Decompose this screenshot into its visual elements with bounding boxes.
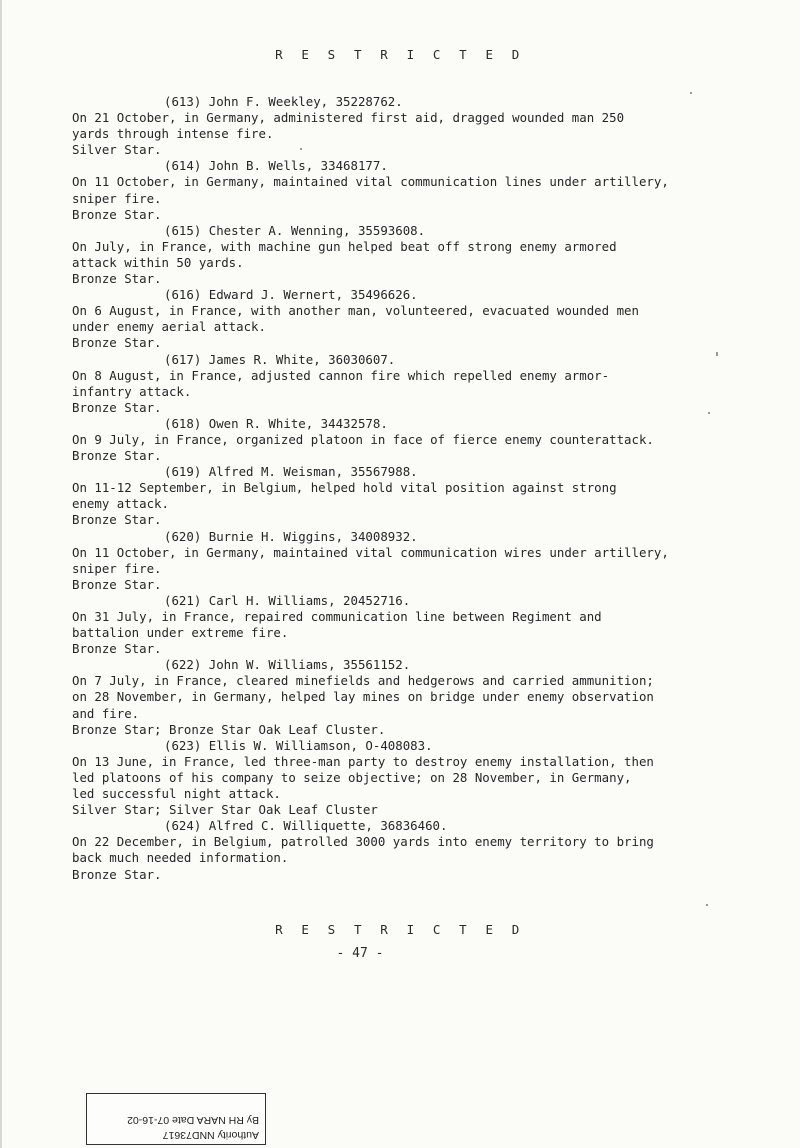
citation-text-line: On 6 August, in France, with another man, volunteered, evacuated wounded men (72, 303, 639, 319)
citation-entry (72, 416, 722, 464)
citation-award: Bronze Star. (72, 399, 162, 415)
citation-heading: (615) Chester A. Wenning, 35593608. (164, 222, 426, 238)
citation-heading: (614) John B. Wells, 33468177. (164, 158, 388, 174)
citation-heading: (620) Burnie H. Wiggins, 34008932. (164, 528, 418, 544)
scan-edge (0, 0, 2, 1148)
citation-text-line: infantry attack. (72, 383, 192, 399)
citation-text-line: On 31 July, in France, repaired communication line between Regiment and (72, 609, 602, 624)
citation-text-line: On 11-12 September, in Belgium, helped hold vital position against strong (72, 480, 617, 496)
scan-speck (716, 352, 718, 356)
citation-text-line: on 28 November, in Germany, helped lay mines on bridge under enemy observation (72, 689, 654, 705)
declassification-stamp (86, 1093, 266, 1145)
citation-text-line: sniper fire. (72, 190, 162, 206)
citation-text-line: On 21 October, in Germany, administered first aid, dragged wounded man 250 (72, 110, 625, 126)
citation-award: Bronze Star. (72, 866, 162, 882)
citation-text-line: On 11 October, in Germany, maintained vital communication wires under artillery, (72, 544, 669, 560)
classification-header: R E S T R I C T E D (275, 47, 525, 62)
page-number: - 47 - (336, 946, 384, 961)
citation-award: Bronze Star. (72, 271, 162, 287)
citation-text-line: yards through intense fire. (72, 126, 274, 142)
citation-text-line: back much needed information. (72, 850, 289, 866)
classification-footer: R E S T R I C T E D (275, 922, 525, 937)
citation-text-line: sniper fire. (72, 560, 162, 576)
citation-text-line: led platoons of his company to seize objective; on 28 November, in Germany, (72, 769, 632, 785)
citation-award: Bronze Star. (72, 335, 162, 351)
citation-entry (72, 94, 722, 158)
citation-heading: (622) John W. Williams, 35561152. (164, 657, 411, 673)
citation-heading: (624) Alfred C. Williquette, 36836460. (164, 818, 448, 834)
citation-award: Silver Star; Silver Star Oak Leaf Cluster (72, 802, 378, 818)
citation-heading: (617) James R. White, 36030607. (164, 351, 396, 367)
citation-heading: (616) Edward J. Wernert, 35496626. (164, 287, 418, 303)
citation-text-line: On 9 July, in France, organized platoon in face of fierce enemy counterattack. (72, 431, 654, 447)
citation-entry (72, 657, 722, 737)
citation-entry (72, 738, 722, 818)
citation-text-line: On July, in France, with machine gun helped beat off strong enemy armored (72, 238, 617, 254)
citation-text-line: attack within 50 yards. (72, 254, 244, 270)
scan-speck (300, 148, 302, 150)
citation-heading: (619) Alfred M. Weisman, 35567988. (164, 464, 418, 480)
citation-text-line: On 7 July, in France, cleared minefields and hedgerows and carried ammunition; (72, 673, 654, 689)
citation-entry (72, 158, 722, 222)
citation-award: Bronze Star. (72, 448, 162, 464)
scan-speck (708, 412, 710, 414)
citation-heading: (623) Ellis W. Williamson, O-408083. (164, 737, 433, 753)
citation-text-line: On 22 December, in Belgium, patrolled 3000 yards into enemy territory to bring (72, 834, 654, 850)
citation-award: Bronze Star. (72, 641, 162, 657)
citation-list (72, 94, 722, 883)
citation-entry (72, 287, 722, 351)
citation-text-line: under enemy aerial attack. (72, 319, 266, 335)
citation-award: Bronze Star. (72, 206, 162, 222)
citation-heading: (621) Carl H. Williams, 20452716. (164, 592, 411, 608)
citation-text-line: and fire. (72, 705, 140, 721)
citation-heading: (618) Owen R. White, 34432578. (164, 415, 388, 431)
citation-award: Bronze Star. (72, 512, 162, 528)
citation-text-line: On 11 October, in Germany, maintained vital communication lines under artillery, (72, 174, 669, 190)
citation-text-line: battalion under extreme fire. (72, 625, 289, 641)
citation-award: Bronze Star; Bronze Star Oak Leaf Cluster. (72, 721, 386, 737)
citation-entry (72, 223, 722, 287)
scan-speck (690, 92, 692, 94)
citation-entry (72, 818, 722, 882)
stamp-reviewer: By RH NARA Date 07-16-02 (127, 1114, 259, 1126)
citation-award: Silver Star. (72, 142, 162, 158)
citation-entry (72, 593, 722, 657)
citation-text-line: On 13 June, in France, led three-man party to destroy enemy installation, then (72, 753, 654, 769)
citation-entry (72, 352, 722, 416)
citation-text-line: led successful night attack. (72, 786, 281, 802)
scan-speck (706, 904, 708, 906)
citation-award: Bronze Star. (72, 576, 162, 592)
citation-text-line: enemy attack. (72, 496, 169, 512)
citation-text-line: On 8 August, in France, adjusted cannon fire which repelled enemy armor- (72, 367, 610, 383)
citation-entry (72, 529, 722, 593)
citation-entry (72, 464, 722, 528)
stamp-authority: Authority NND73617 (162, 1129, 259, 1141)
citation-heading: (613) John F. Weekley, 35228762. (164, 94, 403, 109)
